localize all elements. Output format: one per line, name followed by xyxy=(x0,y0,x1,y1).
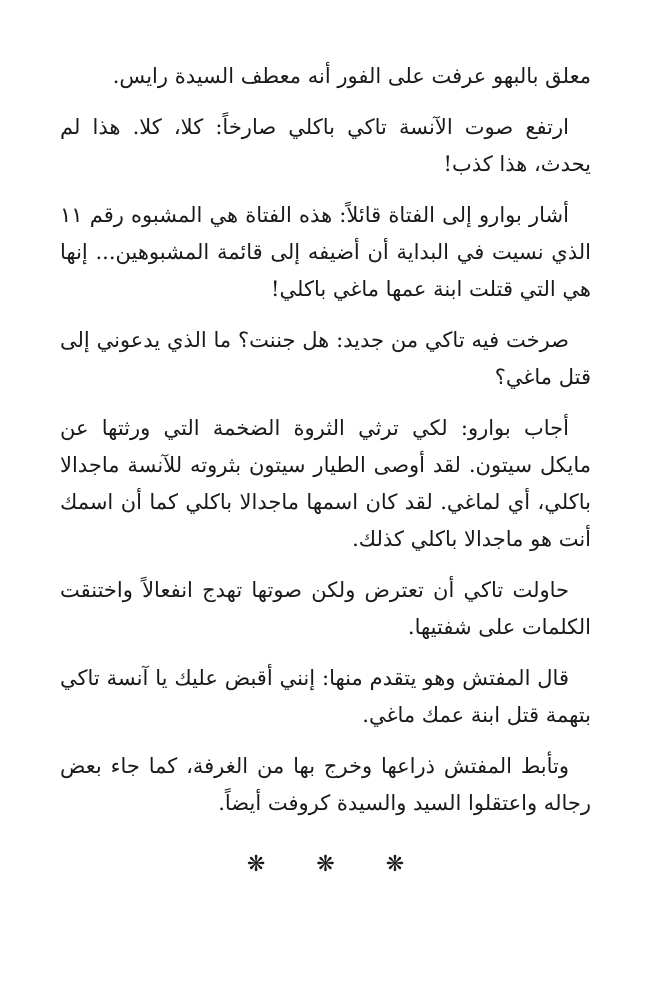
paragraph-2: ارتفع صوت الآنسة تاكي باكلي صارخاً: كلا، كلا. هذا لم يحدث، هذا كذب! xyxy=(60,115,591,176)
paragraph-8: وتأبط المفتش ذراعها وخرج بها من الغرفة، كما جاء بعض رجاله واعتقلوا السيد والسيدة كروفت أيضاً. xyxy=(60,754,591,815)
paragraph-4: صرخت فيه تاكي من جديد: هل جننت؟ ما الذي يدعوني إلى قتل ماغي؟ xyxy=(60,328,591,389)
page-body xyxy=(60,58,591,883)
paragraph-5: أجاب بوارو: لكي ترثي الثروة الضخمة التي ورثتها عن مايكل سيتون. لقد أوصى الطيار سيتون بثروته للآنسة ماجدالا باكلي، أي لماغي. لقد كان اسمها ماجدالا باكلي كما أن اسمك أنت هو ماجدالا باكلي كذلك. xyxy=(60,416,591,551)
paragraph-6: حاولت تاكي أن تعترض ولكن صوتها تهدج انفعالاً واختنقت الكلمات على شفتيها. xyxy=(60,578,591,639)
paragraph-3: أشار بوارو إلى الفتاة قائلاً: هذه الفتاة هي المشبوه رقم ١١ الذي نسيت في البداية أن أضيفه إلى قائمة المشبوهين... إنها هي التي قتلت ابنة عمها ماغي باكلي! xyxy=(60,203,591,301)
paragraph-1: معلق بالبهو عرفت على الفور أنه معطف السيدة رايس. xyxy=(112,64,591,88)
paragraph-7: قال المفتش وهو يتقدم منها: إنني أقبض عليك يا آنسة تاكي بتهمة قتل ابنة عمك ماغي. xyxy=(60,666,591,727)
section-separator: ❋ ❋ ❋ xyxy=(246,852,427,877)
